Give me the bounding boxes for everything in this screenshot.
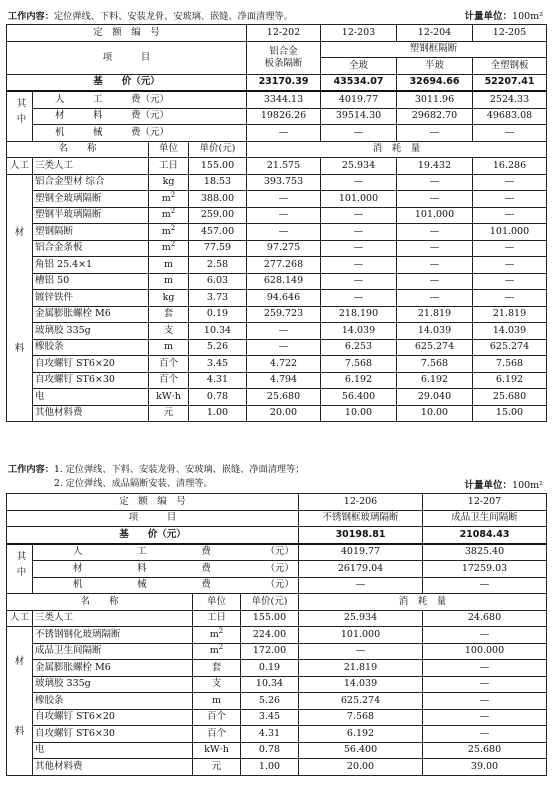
material-value: 14.039 bbox=[299, 676, 423, 693]
item-label: 项 目 bbox=[7, 510, 299, 527]
material-value: — bbox=[247, 323, 321, 340]
material-name: 铝合金条板 bbox=[33, 240, 149, 257]
material-value: 628.149 bbox=[247, 273, 321, 290]
material-value: 21.819 bbox=[473, 306, 547, 323]
labor-value: 25.934 bbox=[299, 610, 423, 627]
material-value: 4.722 bbox=[247, 356, 321, 373]
cost-value: 17259.03 bbox=[423, 561, 547, 578]
material-price: 6.03 bbox=[189, 273, 247, 290]
price-header: 单价(元) bbox=[189, 141, 247, 158]
material-value: 101.000 bbox=[473, 224, 547, 241]
measure-unit-value: 100m² bbox=[512, 480, 543, 491]
material-unit: 套 bbox=[193, 660, 241, 677]
material-value: — bbox=[321, 240, 397, 257]
cost-value: 2524.33 bbox=[473, 91, 547, 108]
material-price: 388.00 bbox=[189, 191, 247, 208]
material-value: — bbox=[321, 174, 397, 191]
material-value: 15.00 bbox=[473, 405, 547, 422]
material-unit: $m^2$ bbox=[149, 240, 189, 257]
material-cat-bottom: 料 bbox=[14, 342, 25, 354]
material-value: 625.274 bbox=[397, 339, 473, 356]
material-value: 6.192 bbox=[299, 726, 423, 743]
material-name: 自攻螺钉 ST6×30 bbox=[33, 726, 193, 743]
cost-name bbox=[33, 577, 299, 594]
material-value: — bbox=[247, 224, 321, 241]
unit-header: 单位 bbox=[193, 594, 241, 611]
material-value: — bbox=[397, 191, 473, 208]
material-price: 3.45 bbox=[241, 709, 299, 726]
cost-value: 29682.70 bbox=[397, 108, 473, 125]
material-price: 457.00 bbox=[189, 224, 247, 241]
cost-name-part: 料 bbox=[137, 562, 147, 574]
material-unit: $m^2$ bbox=[149, 224, 189, 241]
cost-name: 人 工 费（元） bbox=[33, 91, 247, 108]
cost-name bbox=[33, 561, 299, 578]
material-unit: 元 bbox=[193, 759, 241, 776]
labor-name: 三类人工 bbox=[33, 158, 149, 175]
cost-name-part: 械 bbox=[137, 579, 147, 591]
material-unit: kW·h bbox=[149, 389, 189, 406]
material-name: 成品卫生间隔断 bbox=[33, 643, 193, 660]
material-value: 29.040 bbox=[397, 389, 473, 406]
item-label: 项 目 bbox=[7, 41, 247, 74]
material-unit: 套 bbox=[149, 306, 189, 323]
labor-value: 16.286 bbox=[473, 158, 547, 175]
cost-name-part: 人 bbox=[73, 546, 83, 558]
labor-category: 人工 bbox=[7, 158, 33, 175]
cost-name-part: 费 bbox=[201, 546, 211, 558]
material-unit: 支 bbox=[193, 676, 241, 693]
material-name: 铝合金型材 综合 bbox=[33, 174, 149, 191]
quota-code: 12-204 bbox=[397, 25, 473, 42]
cost-name-part: （元） bbox=[265, 562, 294, 574]
material-value: 10.00 bbox=[321, 405, 397, 422]
cost-group-label bbox=[7, 91, 33, 141]
material-value: 97.275 bbox=[247, 240, 321, 257]
quota-code: 12-202 bbox=[247, 25, 321, 42]
material-value: — bbox=[321, 224, 397, 241]
material-value: — bbox=[321, 290, 397, 307]
material-value: — bbox=[423, 660, 547, 677]
quota-code: 12-203 bbox=[321, 25, 397, 42]
base-price-value: 52207.41 bbox=[473, 74, 547, 91]
material-unit: kg bbox=[149, 174, 189, 191]
material-value: 94.646 bbox=[247, 290, 321, 307]
column-subtitle: 半玻 bbox=[397, 58, 473, 75]
work-content-text-2: 2. 定位弹线、成品隔断安装、清理等。 bbox=[54, 478, 213, 489]
cost-value: 3011.96 bbox=[397, 91, 473, 108]
material-unit: $m^2$ bbox=[149, 191, 189, 208]
material-value: 14.039 bbox=[321, 323, 397, 340]
price-header: 单价(元) bbox=[241, 594, 299, 611]
work-content-2 bbox=[8, 461, 305, 475]
material-value: — bbox=[321, 273, 397, 290]
cost-value: 4019.77 bbox=[299, 544, 423, 561]
material-price: 0.19 bbox=[241, 660, 299, 677]
material-value: 6.192 bbox=[321, 372, 397, 389]
material-price: 0.78 bbox=[189, 389, 247, 406]
material-value: 21.819 bbox=[397, 306, 473, 323]
material-unit: kW·h bbox=[193, 742, 241, 759]
material-price: 77.59 bbox=[189, 240, 247, 257]
material-value: 14.039 bbox=[397, 323, 473, 340]
material-value: 56.400 bbox=[321, 389, 397, 406]
material-value: — bbox=[423, 726, 547, 743]
material-value: 7.568 bbox=[299, 709, 423, 726]
material-value: 39.00 bbox=[423, 759, 547, 776]
column-subtitle: 全玻 bbox=[321, 58, 397, 75]
material-value: 7.568 bbox=[473, 356, 547, 373]
material-price: 172.00 bbox=[241, 643, 299, 660]
base-price-value: 30198.81 bbox=[299, 527, 423, 544]
work-content-label: 工作内容： bbox=[8, 11, 54, 22]
material-name: 塑钢半玻璃隔断 bbox=[33, 207, 149, 224]
material-unit: $m^2$ bbox=[193, 643, 241, 660]
material-name: 塑钢全玻璃隔断 bbox=[33, 191, 149, 208]
name-header: 名 称 bbox=[7, 594, 193, 611]
measure-unit-label: 计量单位： bbox=[464, 480, 513, 491]
material-value: — bbox=[247, 191, 321, 208]
material-name: 自攻螺钉 ST6×20 bbox=[33, 709, 193, 726]
material-cat-top: 材 bbox=[14, 226, 25, 238]
material-value: 625.274 bbox=[473, 339, 547, 356]
labor-value: 21.575 bbox=[247, 158, 321, 175]
material-name: 金属膨胀螺栓 M6 bbox=[33, 660, 193, 677]
material-unit: $m^2$ bbox=[149, 207, 189, 224]
quota-code: 12-206 bbox=[299, 494, 423, 511]
material-name: 角铝 25.4×1 bbox=[33, 257, 149, 274]
material-unit: 百个 bbox=[193, 726, 241, 743]
consumption-header: 消 耗 量 bbox=[299, 594, 547, 611]
cost-name-part: （元） bbox=[265, 546, 294, 558]
material-value: 25.680 bbox=[423, 742, 547, 759]
material-category bbox=[7, 174, 33, 422]
labor-value: 24.680 bbox=[423, 610, 547, 627]
cost-group-text: 其中 bbox=[14, 98, 26, 130]
material-value: 25.680 bbox=[247, 389, 321, 406]
material-value: — bbox=[473, 207, 547, 224]
material-value: 101.000 bbox=[299, 627, 423, 644]
cost-name-part: 费 bbox=[201, 562, 211, 574]
material-value: — bbox=[321, 207, 397, 224]
work-content-label: 工作内容： bbox=[8, 464, 54, 475]
material-value: 259.723 bbox=[247, 306, 321, 323]
material-value: 101.000 bbox=[321, 191, 397, 208]
quota-number-label: 定 额 编 号 bbox=[7, 25, 247, 42]
material-price: 18.53 bbox=[189, 174, 247, 191]
material-value: — bbox=[473, 257, 547, 274]
material-value: 4.794 bbox=[247, 372, 321, 389]
work-content-text: 定位弹线、下料、安装龙骨、安玻璃、嵌缝、净面清理等。 bbox=[53, 11, 293, 22]
work-content-2b bbox=[54, 475, 213, 489]
cost-value: — bbox=[247, 125, 321, 142]
material-price: 0.78 bbox=[241, 742, 299, 759]
work-content-text-1: 1. 定位弹线、下料、安装龙骨、安玻璃、嵌缝、净面清理等； bbox=[53, 464, 305, 475]
material-name: 橡胶条 bbox=[33, 693, 193, 710]
material-name: 槽铝 50 bbox=[33, 273, 149, 290]
material-value: 100.000 bbox=[423, 643, 547, 660]
cost-value: — bbox=[299, 577, 423, 594]
material-value: — bbox=[397, 174, 473, 191]
material-value: — bbox=[473, 240, 547, 257]
material-name: 玻璃胶 335g bbox=[33, 323, 149, 340]
material-unit: 百个 bbox=[193, 709, 241, 726]
material-value: — bbox=[397, 240, 473, 257]
material-value: 14.039 bbox=[473, 323, 547, 340]
material-price: 259.00 bbox=[189, 207, 247, 224]
material-name: 橡胶条 bbox=[33, 339, 149, 356]
labor-value: 19.432 bbox=[397, 158, 473, 175]
material-unit: m bbox=[149, 339, 189, 356]
material-name: 自攻螺钉 ST6×30 bbox=[33, 372, 149, 389]
material-value: — bbox=[397, 257, 473, 274]
measure-unit-label: 计量单位： bbox=[464, 11, 513, 22]
material-price: 1.00 bbox=[189, 405, 247, 422]
cost-group-text: 其中 bbox=[14, 550, 26, 582]
measure-unit-2 bbox=[465, 477, 543, 491]
quota-code: 12-205 bbox=[473, 25, 547, 42]
material-price: 1.00 bbox=[241, 759, 299, 776]
material-price: 5.26 bbox=[189, 339, 247, 356]
material-value: 25.680 bbox=[473, 389, 547, 406]
material-cat-bottom: 料 bbox=[14, 725, 25, 737]
labor-unit: 工日 bbox=[149, 158, 189, 175]
material-value: — bbox=[397, 224, 473, 241]
base-price-value: 43534.07 bbox=[321, 74, 397, 91]
column-title: 成品卫生间隔断 bbox=[423, 510, 547, 527]
base-price-label: 基 价（元） bbox=[7, 74, 247, 91]
group-title: 塑钢框隔断 bbox=[321, 41, 547, 58]
labor-value: 25.934 bbox=[321, 158, 397, 175]
cost-value: 4019.77 bbox=[321, 91, 397, 108]
column-title: 不锈钢框玻璃隔断 bbox=[299, 510, 423, 527]
material-name: 电 bbox=[33, 742, 193, 759]
material-value: — bbox=[423, 709, 547, 726]
cost-value: 19826.26 bbox=[247, 108, 321, 125]
material-value: — bbox=[423, 627, 547, 644]
quota-code: 12-207 bbox=[423, 494, 547, 511]
base-price-value: 21084.43 bbox=[423, 527, 547, 544]
labor-price: 155.00 bbox=[241, 610, 299, 627]
material-unit: 元 bbox=[149, 405, 189, 422]
material-unit: m bbox=[149, 257, 189, 274]
material-name: 自攻螺钉 ST6×20 bbox=[33, 356, 149, 373]
cost-name-part: 费 bbox=[201, 579, 211, 591]
cost-name: 材 料 费（元） bbox=[33, 108, 247, 125]
material-value: — bbox=[247, 207, 321, 224]
material-value: 20.00 bbox=[247, 405, 321, 422]
material-value: 6.192 bbox=[397, 372, 473, 389]
material-value: 393.753 bbox=[247, 174, 321, 191]
cost-name bbox=[33, 544, 299, 561]
material-category bbox=[7, 627, 33, 776]
material-value: — bbox=[321, 257, 397, 274]
cost-value: 26179.04 bbox=[299, 561, 423, 578]
material-value: 277.268 bbox=[247, 257, 321, 274]
material-value: — bbox=[473, 290, 547, 307]
cost-name: 机 械 费（元） bbox=[33, 125, 247, 142]
material-value: — bbox=[299, 643, 423, 660]
material-value: — bbox=[423, 693, 547, 710]
cost-name-part: 材 bbox=[73, 562, 83, 574]
material-value: 101.000 bbox=[397, 207, 473, 224]
material-name: 塑钢隔断 bbox=[33, 224, 149, 241]
material-value: 625.274 bbox=[299, 693, 423, 710]
cost-value: 39514.30 bbox=[321, 108, 397, 125]
column-title: 铝合金 板条隔断 bbox=[247, 41, 321, 74]
material-unit: kg bbox=[149, 290, 189, 307]
labor-price: 155.00 bbox=[189, 158, 247, 175]
base-price-value: 23170.39 bbox=[247, 74, 321, 91]
material-value: — bbox=[473, 191, 547, 208]
material-value: — bbox=[423, 676, 547, 693]
material-value: 56.400 bbox=[299, 742, 423, 759]
material-value: 20.00 bbox=[299, 759, 423, 776]
material-price: 4.31 bbox=[189, 372, 247, 389]
material-price: 4.31 bbox=[241, 726, 299, 743]
material-value: 218.190 bbox=[321, 306, 397, 323]
labor-category: 人工 bbox=[7, 610, 33, 627]
material-cat-top: 材 bbox=[14, 655, 25, 667]
material-value: — bbox=[397, 273, 473, 290]
material-price: 5.26 bbox=[241, 693, 299, 710]
material-unit: 百个 bbox=[149, 372, 189, 389]
material-price: 2.58 bbox=[189, 257, 247, 274]
material-value: 6.192 bbox=[473, 372, 547, 389]
material-price: 10.34 bbox=[189, 323, 247, 340]
cost-value: — bbox=[397, 125, 473, 142]
cost-name-part: 机 bbox=[73, 579, 83, 591]
column-subtitle: 全塑钢板 bbox=[473, 58, 547, 75]
material-price: 3.45 bbox=[189, 356, 247, 373]
quota-number-label: 定 额 编 号 bbox=[7, 494, 299, 511]
cost-name-part: （元） bbox=[265, 579, 294, 591]
material-name: 其他材料费 bbox=[33, 405, 149, 422]
material-name: 镀锌铁件 bbox=[33, 290, 149, 307]
material-value: — bbox=[473, 273, 547, 290]
cost-value: — bbox=[473, 125, 547, 142]
material-value: — bbox=[247, 339, 321, 356]
base-price-value: 32694.66 bbox=[397, 74, 473, 91]
labor-name: 三类人工 bbox=[33, 610, 193, 627]
quota-table-1 bbox=[6, 24, 547, 422]
cost-value: — bbox=[423, 577, 547, 594]
cost-group-label bbox=[7, 544, 33, 594]
unit-header: 单位 bbox=[149, 141, 189, 158]
material-unit: $m^2$ bbox=[193, 627, 241, 644]
material-price: 3.73 bbox=[189, 290, 247, 307]
measure-unit-1 bbox=[465, 8, 543, 22]
material-name: 玻璃胶 335g bbox=[33, 676, 193, 693]
material-price: 224.00 bbox=[241, 627, 299, 644]
base-price-label: 基 价（元） bbox=[7, 527, 299, 544]
quota-table-2 bbox=[6, 493, 547, 776]
material-unit: 百个 bbox=[149, 356, 189, 373]
measure-unit-value: 100m² bbox=[512, 11, 543, 22]
material-value: 21.819 bbox=[299, 660, 423, 677]
material-name: 其他材料费 bbox=[33, 759, 193, 776]
material-unit: 支 bbox=[149, 323, 189, 340]
cost-name-part: 工 bbox=[137, 546, 147, 558]
labor-unit: 工日 bbox=[193, 610, 241, 627]
consumption-header: 消 耗 量 bbox=[247, 141, 547, 158]
cost-value: 3344.13 bbox=[247, 91, 321, 108]
work-content-1 bbox=[8, 8, 293, 22]
material-value: 7.568 bbox=[321, 356, 397, 373]
material-value: 10.00 bbox=[397, 405, 473, 422]
material-value: — bbox=[473, 174, 547, 191]
material-price: 10.34 bbox=[241, 676, 299, 693]
cost-value: 49683.08 bbox=[473, 108, 547, 125]
material-value: — bbox=[397, 290, 473, 307]
cost-value: 3825.40 bbox=[423, 544, 547, 561]
material-unit: m bbox=[149, 273, 189, 290]
material-value: 7.568 bbox=[397, 356, 473, 373]
cost-value: — bbox=[321, 125, 397, 142]
name-header: 名 称 bbox=[7, 141, 149, 158]
material-name: 不锈钢钢化玻璃隔断 bbox=[33, 627, 193, 644]
material-price: 0.19 bbox=[189, 306, 247, 323]
material-value: 6.253 bbox=[321, 339, 397, 356]
material-unit: m bbox=[193, 693, 241, 710]
material-name: 电 bbox=[33, 389, 149, 406]
material-name: 金属膨胀螺栓 M6 bbox=[33, 306, 149, 323]
